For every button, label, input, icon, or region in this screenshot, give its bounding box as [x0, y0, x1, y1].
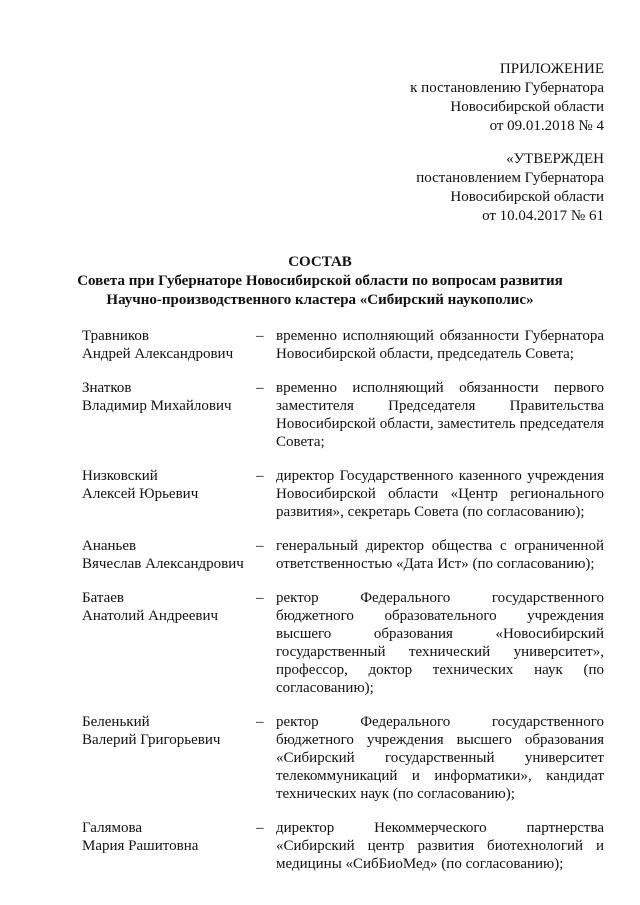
member-surname: Травников [82, 328, 149, 344]
approved-line: «УТВЕРЖДЕН [506, 151, 604, 167]
appendix-header [410, 60, 604, 136]
member-name [82, 467, 256, 521]
member-surname: Ананьев [82, 538, 137, 554]
member-row [82, 537, 604, 573]
approved-header [416, 150, 604, 226]
member-surname: Знатков [82, 380, 132, 396]
member-dash: – [256, 538, 264, 554]
member-name [82, 819, 256, 873]
member-role: ректор Федерального государственного бюджетного образовательного учреждения высшего образования «Новосибирский государственный технический университет», профессор, доктор технических наук (по согласованию); [276, 590, 604, 696]
member-surname: Беленький [82, 714, 150, 730]
approved-line: от 10.04.2017 № 61 [482, 208, 604, 224]
member-dash: – [256, 468, 264, 484]
member-given-name: Мария Рашитовна [82, 838, 199, 854]
member-surname: Галямова [82, 820, 143, 836]
title-line: Научно-производственного кластера «Сибирский наукополис» [106, 292, 534, 308]
member-name [82, 379, 256, 451]
member-role: временно исполняющий обязанности Губернатора Новосибирской области, председатель Совета; [276, 328, 604, 362]
member-name [82, 589, 256, 697]
approved-line: постановлением Губернатора [416, 170, 604, 186]
member-row [82, 819, 604, 873]
member-name [82, 713, 256, 803]
document-title [0, 253, 640, 310]
member-row [82, 327, 604, 363]
member-given-name: Андрей Александрович [82, 346, 234, 362]
member-surname: Батаев [82, 590, 125, 606]
member-given-name: Вячеслав Александрович [82, 556, 244, 572]
title-heading: СОСТАВ [288, 254, 352, 270]
member-name [82, 327, 256, 363]
members-list [82, 327, 604, 889]
member-name [82, 537, 256, 573]
member-given-name: Владимир Михайлович [82, 398, 232, 414]
member-row [82, 467, 604, 521]
appendix-line: от 09.01.2018 № 4 [489, 118, 604, 134]
member-dash: – [256, 328, 264, 344]
member-row [82, 589, 604, 697]
member-role: временно исполняющий обязанности первого заместителя Председателя Правительства Новосибирской области, заместитель председателя Совета; [276, 380, 604, 450]
member-dash: – [256, 590, 264, 606]
member-given-name: Анатолий Андреевич [82, 608, 219, 624]
member-row [82, 379, 604, 451]
member-dash: – [256, 714, 264, 730]
member-role: генеральный директор общества с ограниченной ответственностью «Дата Ист» (по согласованию); [276, 538, 604, 572]
approved-line: Новосибирской области [450, 189, 604, 205]
member-surname: Низковский [82, 468, 158, 484]
member-dash: – [256, 380, 264, 396]
member-role: ректор Федерального государственного бюджетного учреждения высшего образования «Сибирский государственный университет телекоммуникаций и информатики», кандидат технических наук (по согласованию); [276, 714, 604, 802]
member-row [82, 713, 604, 803]
member-role: директор Некоммерческого партнерства «Сибирский центр развития биотехнологий и медицины «СибБиоМед» (по согласованию); [276, 820, 604, 872]
appendix-line: Новосибирской области [450, 99, 604, 115]
appendix-line: ПРИЛОЖЕНИЕ [499, 61, 604, 77]
member-given-name: Валерий Григорьевич [82, 732, 221, 748]
member-role: директор Государственного казенного учреждения Новосибирской области «Центр регионального развития», секретарь Совета (по согласованию); [276, 468, 604, 520]
title-line: Совета при Губернаторе Новосибирской области по вопросам развития [77, 273, 563, 289]
member-dash: – [256, 820, 264, 836]
appendix-line: к постановлению Губернатора [410, 80, 604, 96]
member-given-name: Алексей Юрьевич [82, 486, 199, 502]
